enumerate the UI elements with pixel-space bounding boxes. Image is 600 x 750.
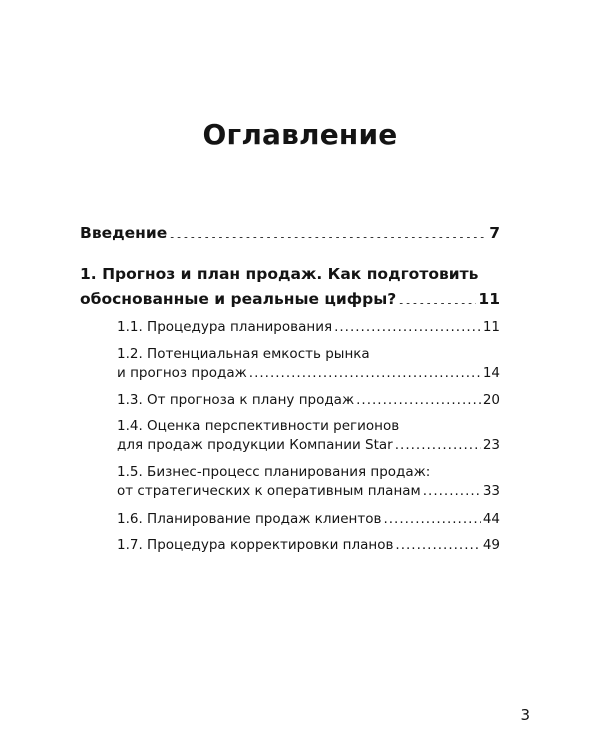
dot-leader bbox=[383, 510, 480, 524]
dot-leader bbox=[356, 391, 481, 405]
toc-entry-page: 33 bbox=[482, 483, 500, 499]
toc-entry-page: 7 bbox=[489, 224, 500, 242]
toc-entry-intro[interactable] bbox=[80, 221, 500, 246]
toc-entry-label-line1: 1.5. Бизнес-процесс планирования продаж: bbox=[117, 464, 431, 480]
toc-entry-page: 11 bbox=[478, 290, 500, 308]
toc-entry-label-line2: для продаж продукции Компании Star bbox=[117, 437, 393, 453]
dot-leader bbox=[249, 364, 481, 378]
toc-entry-label: 1.3. От прогноза к плану продаж bbox=[117, 392, 355, 408]
toc-entry-section-1-4[interactable] bbox=[117, 417, 500, 455]
toc-entry-section-1-6[interactable] bbox=[117, 510, 500, 529]
dot-leader bbox=[395, 536, 480, 550]
dot-leader bbox=[423, 482, 481, 496]
toc-entry-label-line2: от стратегических к оперативным планам bbox=[117, 483, 421, 499]
toc-entry-section-1-7[interactable] bbox=[117, 536, 500, 555]
toc-entry-label-line2: и прогноз продаж bbox=[117, 365, 247, 381]
toc-entry-section-1-3[interactable] bbox=[117, 391, 500, 410]
toc-entry-label-line1: 1. Прогноз и план продаж. Как подготовить bbox=[80, 265, 479, 283]
toc-entry-label-line2: обоснованные и реальные цифры? bbox=[80, 290, 397, 308]
dot-leader bbox=[169, 223, 487, 239]
dot-leader bbox=[334, 318, 481, 332]
toc-entry-label: Введение bbox=[80, 224, 168, 242]
dot-leader bbox=[395, 436, 481, 450]
toc-entry-label: 1.7. Процедура корректировки планов bbox=[117, 537, 394, 553]
dot-leader bbox=[398, 289, 476, 305]
toc-entry-page: 20 bbox=[482, 392, 500, 408]
toc-entry-page: 44 bbox=[482, 511, 500, 527]
page-title: Оглавление bbox=[202, 118, 398, 151]
toc-entry-label-line1: 1.2. Потенциальная емкость рынка bbox=[117, 346, 370, 362]
toc-entry-chapter-1[interactable] bbox=[80, 262, 500, 312]
toc-entry-label-line1: 1.4. Оценка перспективности регионов bbox=[117, 418, 400, 434]
toc-entry-section-1-2[interactable] bbox=[117, 345, 500, 383]
toc-entry-section-1-1[interactable] bbox=[117, 318, 500, 337]
toc-entry-label: 1.1. Процедура планирования bbox=[117, 319, 333, 335]
page-number: 3 bbox=[520, 706, 530, 724]
toc-entry-page: 49 bbox=[482, 537, 500, 553]
toc-entry-page: 11 bbox=[482, 319, 500, 335]
toc-entry-page: 23 bbox=[482, 437, 500, 453]
toc-entry-label: 1.6. Планирование продаж клиентов bbox=[117, 511, 382, 527]
toc-entry-section-1-5[interactable] bbox=[117, 463, 500, 501]
toc-entry-page: 14 bbox=[482, 365, 500, 381]
